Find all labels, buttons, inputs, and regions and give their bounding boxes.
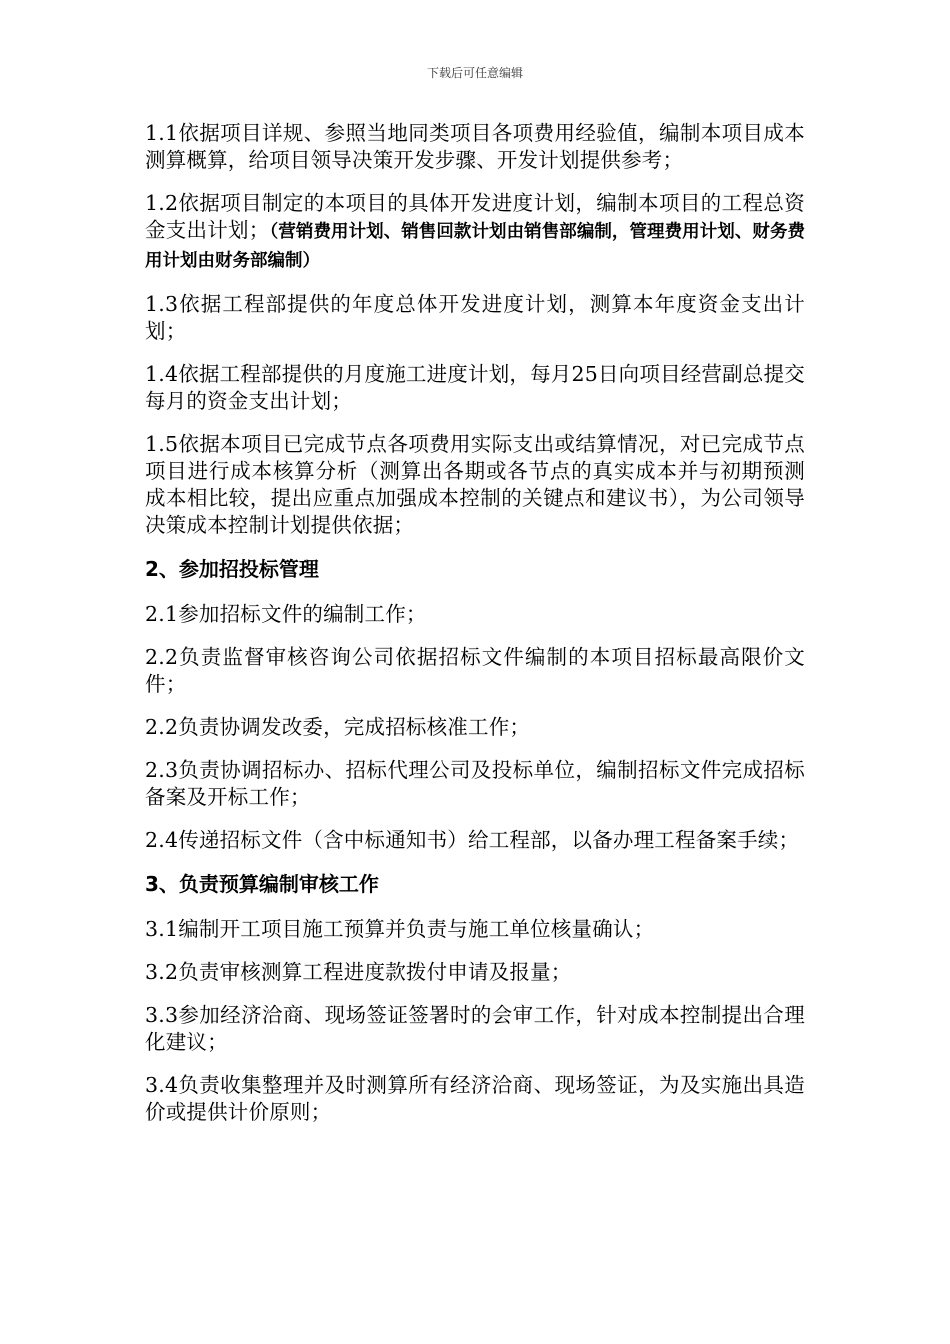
paragraph-text: 1.5依据本项目已完成节点各项费用实际支出或结算情况，对已完成节点项目进行成本核算分析（测算出各期或各节点的真实成本并与初期预测成本相比较，提出应重点加强成本控制的关键点和建议书），为公司领导决策成本控制计划提供依据； [145, 432, 805, 537]
paragraph-3-1 [145, 916, 805, 943]
paragraph-2-1 [145, 601, 805, 628]
paragraph-text: 2.4传递招标文件（含中标通知书）给工程部，以备办理工程备案手续； [145, 828, 800, 852]
paragraph-text: 1.2依据项目制定的本项目的具体开发进度计划，编制本项目的工程总资金支出计划； [145, 191, 805, 242]
paragraph-text: 1.1依据项目详规、参照当地同类项目各项费用经验值，编制本项目成本测算概算，给项目领导决策开发步骤、开发计划提供参考； [145, 121, 805, 172]
paragraph-1-5 [145, 431, 805, 539]
paragraph-3-4 [145, 1072, 805, 1126]
paragraph-text: 3.4负责收集整理并及时测算所有经济洽商、现场签证，为及实施出具造价或提供计价原则； [145, 1073, 805, 1124]
paragraph-3-3 [145, 1002, 805, 1056]
paragraph-1-2 [145, 190, 805, 275]
paragraph-note: （营销费用计划、销售回款计划由销售部编制，管理费用计划、财务费用计划由财务部编制） [145, 222, 805, 271]
section-heading-3: 3、负责预算编制审核工作 [145, 872, 379, 896]
paragraph-text: 1.3依据工程部提供的年度总体开发进度计划，测算本年度资金支出计划； [145, 292, 805, 343]
paragraph-text: 3.2负责审核测算工程进度款拨付申请及报量； [145, 960, 572, 984]
paragraph-3-2 [145, 959, 805, 986]
paragraph-1-4 [145, 361, 805, 415]
paragraph-2-3 [145, 757, 805, 811]
document-body [145, 120, 805, 1142]
paragraph-text: 2.2负责监督审核咨询公司依据招标文件编制的本项目招标最高限价文件； [145, 645, 805, 696]
paragraph-text: 3.3参加经济洽商、现场签证签署时的会审工作，针对成本控制提出合理化建议； [145, 1003, 805, 1054]
paragraph-text: 3.1编制开工项目施工预算并负责与施工单位核量确认； [145, 917, 655, 941]
page-header: 下载后可任意编辑 [426, 66, 523, 80]
paragraph-2-4 [145, 827, 805, 854]
paragraph-2-2b [145, 714, 805, 741]
paragraph-text: 1.4依据工程部提供的月度施工进度计划，每月25日向项目经营副总提交每月的资金支出计划； [145, 362, 805, 413]
paragraph-text: 2.2负责协调发改委，完成招标核准工作； [145, 715, 531, 739]
paragraph-2-2 [145, 644, 805, 698]
paragraph-1-3 [145, 291, 805, 345]
section-heading-2: 2、参加招投标管理 [145, 557, 319, 581]
paragraph-text: 2.1参加招标文件的编制工作； [145, 602, 427, 626]
paragraph-1-1 [145, 120, 805, 174]
paragraph-text: 2.3负责协调招标办、招标代理公司及投标单位，编制招标文件完成招标备案及开标工作； [145, 758, 805, 809]
